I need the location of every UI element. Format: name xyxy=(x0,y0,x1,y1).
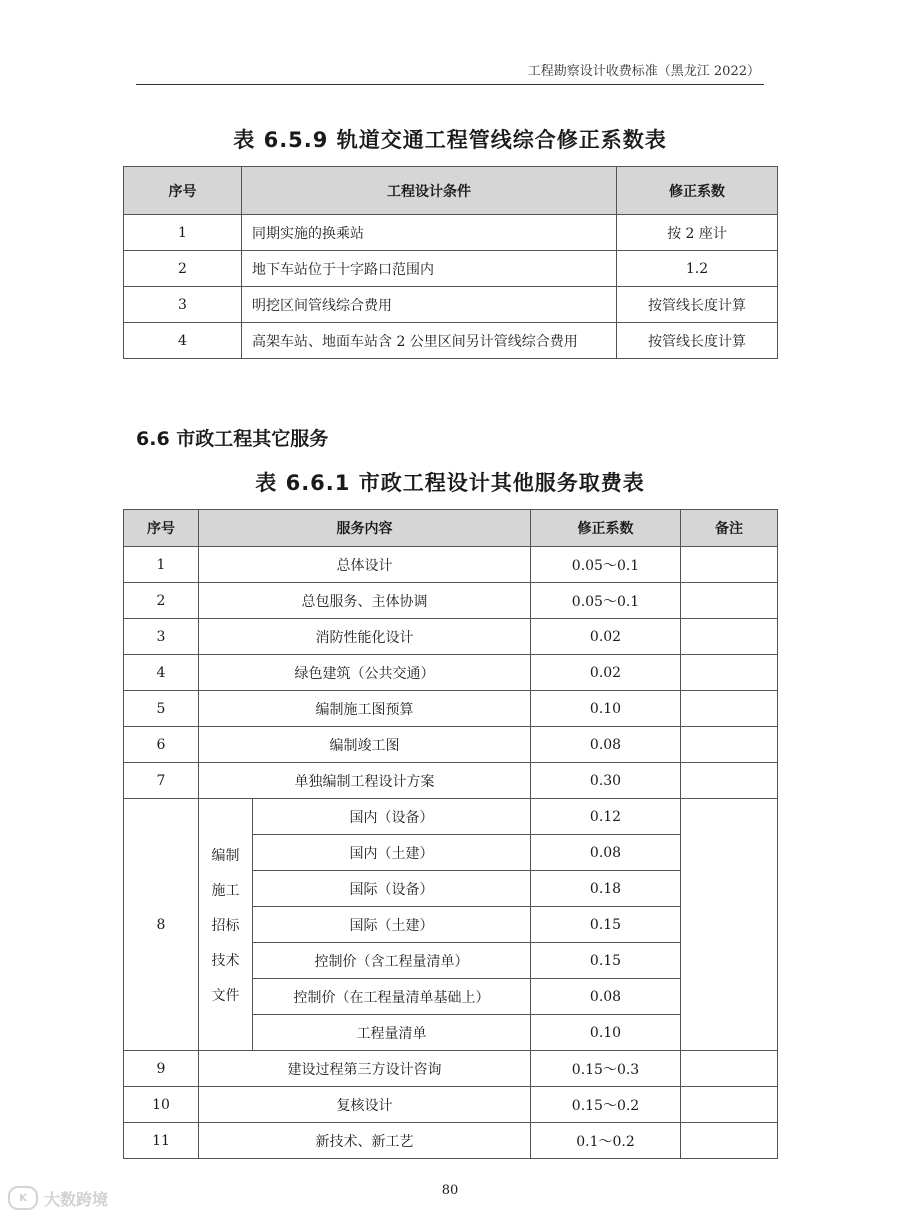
table-row xyxy=(124,1123,778,1159)
group-label-line: 技术 xyxy=(211,952,240,969)
table1-header-cell: 工程设计条件 xyxy=(242,167,617,215)
group-label-line: 招标 xyxy=(211,917,240,934)
table-cell xyxy=(681,619,778,655)
table-cell: 10 xyxy=(124,1087,199,1123)
table-cell: 国际（土建） xyxy=(253,907,531,943)
table-cell: 绿色建筑（公共交通） xyxy=(199,655,531,691)
table-cell: 单独编制工程设计方案 xyxy=(199,763,531,799)
table-cell: 0.10 xyxy=(531,1015,681,1051)
table1 xyxy=(123,166,778,359)
running-header: 工程勘察设计收费标准（黑龙江 2022） xyxy=(527,64,760,79)
group-label-line: 编制 xyxy=(211,847,240,864)
table-cell: 复核设计 xyxy=(199,1087,531,1123)
table-cell: 6 xyxy=(124,727,199,763)
table-cell-remark xyxy=(681,799,778,1051)
table-cell: 11 xyxy=(124,1123,199,1159)
table-cell: 工程量清单 xyxy=(253,1015,531,1051)
table-row xyxy=(124,727,778,763)
table-row xyxy=(124,655,778,691)
table2-header-cell: 修正系数 xyxy=(531,510,681,547)
table-cell: 高架车站、地面车站含 2 公里区间另计管线综合费用 xyxy=(242,323,617,359)
table-cell: 消防性能化设计 xyxy=(199,619,531,655)
table-cell: 新技术、新工艺 xyxy=(199,1123,531,1159)
table-cell xyxy=(681,691,778,727)
table-cell: 1 xyxy=(124,215,242,251)
table-cell: 按管线长度计算 xyxy=(617,287,778,323)
table-cell: 0.18 xyxy=(531,871,681,907)
group-label-line: 文件 xyxy=(211,987,240,1004)
table-cell: 控制价（在工程量清单基础上） xyxy=(253,979,531,1015)
table-cell: 2 xyxy=(124,583,199,619)
table2-header-cell: 备注 xyxy=(681,510,778,547)
table-cell: 3 xyxy=(124,287,242,323)
table1-header-cell: 修正系数 xyxy=(617,167,778,215)
table-cell: 总体设计 xyxy=(199,547,531,583)
table-row xyxy=(124,251,778,287)
table-cell: 国内（设备） xyxy=(253,799,531,835)
table-cell: 0.05～0.1 xyxy=(531,583,681,619)
table-cell: 0.02 xyxy=(531,655,681,691)
table-row xyxy=(124,691,778,727)
table-row xyxy=(124,799,778,835)
table-row xyxy=(124,1051,778,1087)
table-row xyxy=(124,215,778,251)
table-cell: 0.15 xyxy=(531,943,681,979)
table-cell: 5 xyxy=(124,691,199,727)
table-cell xyxy=(681,1051,778,1087)
table-cell: 按管线长度计算 xyxy=(617,323,778,359)
table-cell: 地下车站位于十字路口范围内 xyxy=(242,251,617,287)
group-label-line: 施工 xyxy=(211,882,240,899)
page-number: 80 xyxy=(441,1183,459,1198)
section-heading: 6.6 市政工程其它服务 xyxy=(136,428,329,450)
table-cell: 国际（设备） xyxy=(253,871,531,907)
table-row xyxy=(124,323,778,359)
table-cell: 总包服务、主体协调 xyxy=(199,583,531,619)
table-row xyxy=(124,763,778,799)
table-cell: 1 xyxy=(124,547,199,583)
table-cell: 按 2 座计 xyxy=(617,215,778,251)
table-cell: 2 xyxy=(124,251,242,287)
table-cell: 编制施工图预算 xyxy=(199,691,531,727)
watermark-logo-icon: K xyxy=(8,1186,38,1210)
table-cell: 0.30 xyxy=(531,763,681,799)
table-cell xyxy=(681,547,778,583)
table-cell: 9 xyxy=(124,1051,199,1087)
table-cell: 0.02 xyxy=(531,619,681,655)
table-cell xyxy=(681,1087,778,1123)
table-cell: 4 xyxy=(124,655,199,691)
table-row xyxy=(124,1087,778,1123)
table-row xyxy=(124,583,778,619)
table1-header-cell: 序号 xyxy=(124,167,242,215)
table-cell: 0.08 xyxy=(531,979,681,1015)
table-cell xyxy=(681,655,778,691)
table-cell: 0.1～0.2 xyxy=(531,1123,681,1159)
table-cell: 7 xyxy=(124,763,199,799)
table2-header-cell: 服务内容 xyxy=(199,510,531,547)
watermark-text: 大数跨境 xyxy=(44,1189,109,1209)
table-cell: 0.15～0.3 xyxy=(531,1051,681,1087)
table-row xyxy=(124,619,778,655)
table-cell: 0.15～0.2 xyxy=(531,1087,681,1123)
table-cell xyxy=(681,583,778,619)
table2-header-cell: 序号 xyxy=(124,510,199,547)
table-cell: 控制价（含工程量清单） xyxy=(253,943,531,979)
header-rule xyxy=(136,84,764,85)
table-cell: 国内（土建） xyxy=(253,835,531,871)
table-cell xyxy=(681,1123,778,1159)
table-cell: 0.08 xyxy=(531,835,681,871)
table-cell xyxy=(681,763,778,799)
table2-title: 表 6.6.1 市政工程设计其他服务取费表 xyxy=(255,471,645,495)
table-cell: 0.15 xyxy=(531,907,681,943)
table-cell: 0.10 xyxy=(531,691,681,727)
table-cell-group-no: 8 xyxy=(124,799,199,1051)
table-cell xyxy=(681,727,778,763)
table-cell: 编制竣工图 xyxy=(199,727,531,763)
table-row xyxy=(124,547,778,583)
table-cell: 0.08 xyxy=(531,727,681,763)
table-cell: 3 xyxy=(124,619,199,655)
watermark xyxy=(8,1186,108,1210)
table-row xyxy=(124,287,778,323)
table-cell: 4 xyxy=(124,323,242,359)
table-cell: 1.2 xyxy=(617,251,778,287)
table-cell: 0.12 xyxy=(531,799,681,835)
table-cell: 0.05～0.1 xyxy=(531,547,681,583)
table-cell: 明挖区间管线综合费用 xyxy=(242,287,617,323)
table1-title: 表 6.5.9 轨道交通工程管线综合修正系数表 xyxy=(233,128,667,152)
table-cell: 同期实施的换乘站 xyxy=(242,215,617,251)
table1-header-row xyxy=(124,167,778,215)
table-cell-group-label xyxy=(199,799,253,1051)
table2 xyxy=(123,509,778,1159)
table2-header-row xyxy=(124,510,778,547)
table-cell: 建设过程第三方设计咨询 xyxy=(199,1051,531,1087)
